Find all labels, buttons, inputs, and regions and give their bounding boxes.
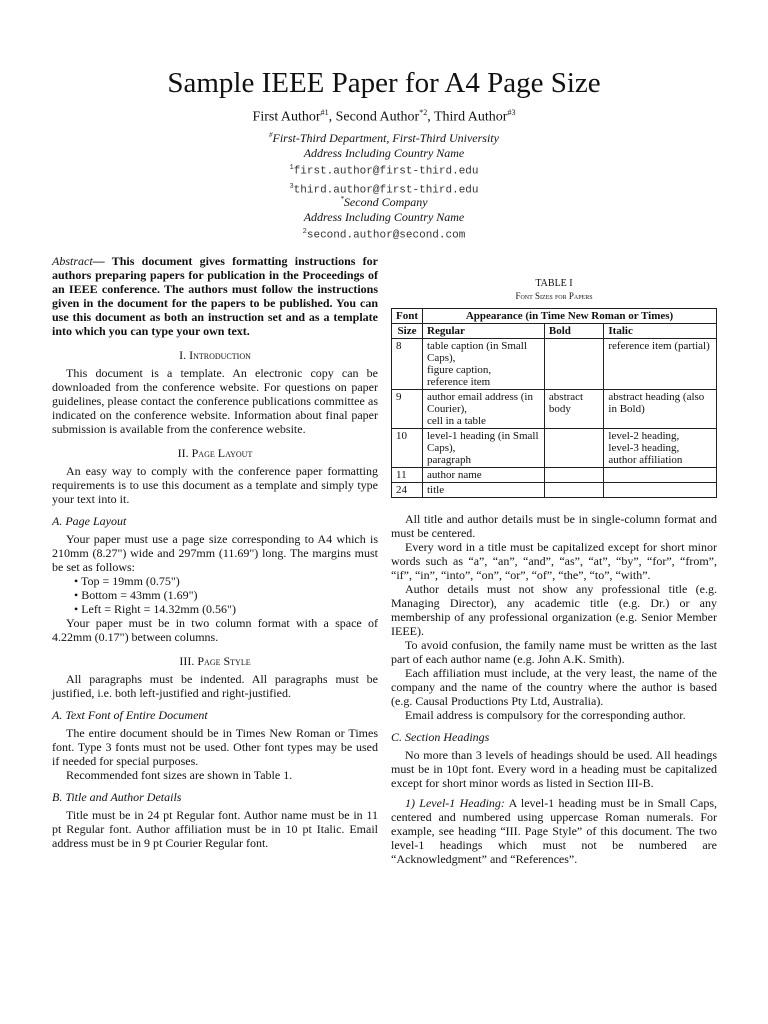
email-marker: 3 [289, 182, 294, 191]
table-header: Font [392, 309, 423, 324]
font-size-table [391, 308, 717, 498]
affiliation-address: Address Including Country Name [303, 146, 465, 160]
paragraph: This document is a template. An electronic copy can be downloaded from the conference website. For questions on paper guidelines, please contact the conference publications committee as indicated on the conference website. Information about final paper submission is available from the conference website. [52, 366, 378, 436]
author-name: First Author [252, 109, 321, 125]
abstract-label: Abstract [52, 254, 93, 268]
email-marker: 2 [302, 228, 307, 236]
author-email: second.author@second.com [306, 229, 466, 242]
affiliation-marker: * [340, 195, 344, 203]
paragraph: An easy way to comply with the conference paper formatting requirements is to use this document as a template and simply type your text into it. [52, 464, 378, 506]
paragraph: Each affiliation must include, at the very least, the name of the company and the name of the country where the author is based (e.g. Causal Productions Pty Ltd, Australia). [391, 666, 717, 708]
table-header: Size [392, 324, 423, 339]
author-marker: #1 [320, 108, 329, 117]
paragraph: Every word in a title must be capitalized except for short minor words such as “a”, “an”, “and”, “as”, “at”, “by”, “for”, “from”, “if”, “in”, “into”, “on”, “or”, “of”, “the”, “to”, “with”. [391, 540, 717, 582]
table-cell-regular: title [423, 483, 545, 498]
paragraph: The entire document should be in Times New Roman or Times font. Type 3 fonts must not be used. Other font types may be used if needed for special purposes. [52, 726, 378, 768]
table-row [392, 339, 717, 390]
paragraph: Your paper must use a page size corresponding to A4 which is 210mm (8.27") wide and 297mm (11.69") long. The margins must be set as follows: [52, 532, 378, 574]
paragraph: All title and author details must be in single-column format and must be centered. [391, 512, 717, 540]
table-caption: TABLE I [535, 278, 573, 289]
table-cell-size: 24 [392, 483, 423, 498]
affiliation-address: Address Including Country Name [303, 210, 465, 224]
author-line: First Author$^{\#1}$, Second Author$^{*2}$, Third Author$^{\#3}$ [252, 108, 516, 125]
table-row [392, 483, 717, 498]
table-cell-regular: table caption (in Small Caps), figure caption, reference item [423, 339, 545, 390]
left-column [52, 254, 378, 850]
table-subcaption: Font Sizes for Papers [515, 291, 593, 301]
subsection-heading: B. Title and Author Details [52, 790, 182, 804]
paragraph: No more than 3 levels of headings should be used. All headings must be in 10pt font. Every word in a heading must be capitalized except for short minor words as listed in Section III-B. [391, 748, 717, 790]
table-cell-italic: abstract heading (also in Bold) [604, 390, 717, 429]
table-cell-italic [604, 468, 717, 483]
paragraph: Your paper must be in two column format with a space of 4.22mm (0.17") between columns. [52, 616, 378, 644]
paragraph: Author details must not show any professional title (e.g. Managing Director), any academic title (e.g. Dr.) or any membership of any professional organization (e.g. Senior Member IEEE). [391, 582, 717, 638]
table-cell-italic [604, 483, 717, 498]
author-name: Third Author [433, 109, 508, 125]
margin-list [52, 574, 378, 616]
table-row [392, 429, 717, 468]
author-email: first.author@first-third.edu [293, 165, 479, 178]
affiliation-company: Second Company [343, 195, 428, 209]
section-heading: I. Introduction [179, 348, 251, 362]
email-marker: 1 [289, 164, 294, 172]
author-marker: #3 [507, 108, 516, 117]
table-cell-size: 8 [392, 339, 423, 390]
affiliation-2 [0, 192, 768, 244]
list-item: • Top = 19mm (0.75") [74, 574, 180, 588]
table-row [392, 390, 717, 429]
table-cell-bold: abstract body [544, 390, 603, 429]
table-header: Appearance (in Time New Roman or Times) [423, 309, 717, 324]
table-cell-regular: level-1 heading (in Small Caps), paragraph [423, 429, 545, 468]
table-cell-size: 11 [392, 468, 423, 483]
table-cell-regular: author name [423, 468, 545, 483]
table-row [392, 468, 717, 483]
paragraph: To avoid confusion, the family name must be written as the last part of each author name (e.g. John A.K. Smith). [391, 638, 717, 666]
table-cell-size: 9 [392, 390, 423, 429]
affiliation-marker: # [269, 131, 273, 139]
table-cell-bold [544, 339, 603, 390]
table-cell-bold [544, 483, 603, 498]
author-email: third.author@first-third.edu [293, 184, 479, 197]
table-header: Bold [544, 324, 603, 339]
abstract-text: This document gives formatting instructions for authors preparing papers for publication in the Proceedings of an IEEE conference. The authors must follow the instructions given in the document for the papers to be published. You can use this document as both an instruction set and as a template into which you can type your own text. [52, 254, 378, 338]
paragraph: Title must be in 24 pt Regular font. Author name must be in 11 pt Regular font. Author affiliation must be in 10 pt Italic. Email address must be in 9 pt Courier Regular font. [52, 808, 378, 850]
subsection-heading: A. Page Layout [52, 514, 127, 528]
list-item: • Left = Right = 14.32mm (0.56") [74, 602, 236, 616]
table-header: Regular [423, 324, 545, 339]
table-body [392, 339, 717, 498]
table-cell-bold [544, 468, 603, 483]
subsection-heading: C. Section Headings [391, 730, 490, 744]
abstract [52, 254, 378, 338]
author-name: Second Author [335, 109, 420, 125]
paragraph: Recommended font sizes are shown in Table 1. [66, 768, 293, 782]
abstract-dash: — [92, 254, 112, 268]
paragraph: Email address is compulsory for the corresponding author. [405, 708, 686, 722]
level-3-text: A level-1 heading must be in Small Caps, centered and numbered using uppercase Roman numerals. For example, see heading “III. Page Style” of this document. The two level-1 headings which must not be numbered are “Acknowledgment” and “References”. [391, 796, 717, 866]
list-item: • Bottom = 43mm (1.69") [74, 588, 198, 602]
section-heading: II. Page Layout [177, 446, 253, 460]
table-cell-italic: level-2 heading, level-3 heading, author affiliation [604, 429, 717, 468]
table-cell-regular: author email address (in Courier), cell in a table [423, 390, 545, 429]
paper-title: Sample IEEE Paper for A4 Page Size [167, 67, 601, 99]
table-header: Italic [604, 324, 717, 339]
affiliation-1 [0, 128, 768, 198]
level-3-heading: 1) Level-1 Heading: [405, 796, 505, 810]
paragraph: All paragraphs must be indented. All paragraphs must be justified, i.e. both left-justified and right-justified. [52, 672, 378, 700]
right-column [391, 278, 717, 866]
table-cell-size: 10 [392, 429, 423, 468]
author-marker: *2 [419, 108, 428, 117]
table-cell-italic: reference item (partial) [604, 339, 717, 390]
paragraph [391, 796, 717, 866]
section-heading: III. Page Style [179, 654, 251, 668]
table-cell-bold [544, 429, 603, 468]
subsection-heading: A. Text Font of Entire Document [52, 708, 208, 722]
affiliation-dept: First-Third Department, First-Third University [272, 131, 499, 145]
